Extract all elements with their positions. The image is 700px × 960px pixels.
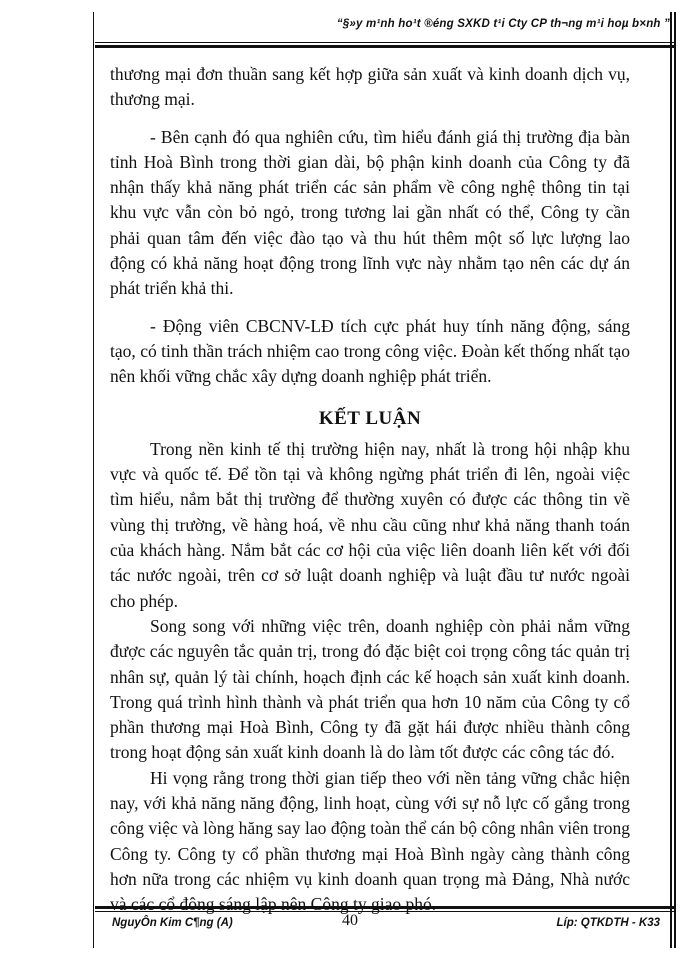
paragraph: Song song với những việc trên, doanh nghiệp còn phải nắm vững được các nguyên tắc quản trị, trong đó đặc biệt coi trọng công tác quản trị nhân sự, quản lý tài chính, hoạch định các kế hoạch sản xuất kinh doanh. Trong quá trình hình thành và phát triển qua hơn 10 năm của Công ty cổ phần thương mại Hoà Bình, Công ty đã gặt hái được nhiều thành công trong hoạt động sản xuất kinh doanh là do làm tốt được các công tác đó. <box>110 615 630 763</box>
running-header: “§»y m¹nh ho¹t ®éng SXKD t¹i Cty CP th¬ng m¹i hoµ b×nh ” <box>336 18 670 30</box>
footer-class: Líp: QTKDTH - K33 <box>556 917 660 929</box>
paragraph: Hi vọng rằng trong thời gian tiếp theo với nền tảng vững chắc hiện nay, với khả năng năng động, linh hoạt, cùng với sự nỗ lực cố gắng trong công việc và lòng hăng say lao động toàn thể cán bộ công nhân viên trong Công ty. Công ty cổ phần thương mại Hoà Bình ngày càng thành công hơn nữa trong các nhiệm vụ kinh doanh quan trọng mà Đảng, Nhà nước và các cổ đông sáng lập nên Công ty giao phó. <box>110 767 630 915</box>
paragraph: - Bên cạnh đó qua nghiên cứu, tìm hiểu đánh giá thị trường địa bàn tỉnh Hoà Bình trong thời gian dài, bộ phận kinh doanh của Công ty đã nhận thấy khả năng phát triển các sản phẩm về công nghệ thông tin tại khu vực vẫn còn bỏ ngỏ, trong tương lai gần nhất có thể, Công ty cần phải quan tâm đến việc đào tạo và thu hút thêm một số lực lượng lao động có khả năng hoạt động trong lĩnh vực này nhằm tạo nên các dự án phát triển khả thi. <box>110 126 630 299</box>
page-number: 40 <box>342 912 358 929</box>
document-body <box>110 62 630 918</box>
header-rule <box>95 42 675 48</box>
footer-author: NguyÔn Kim C¶ng (A) <box>112 917 233 929</box>
section-heading: KẾT LUẬN <box>318 407 422 429</box>
paragraph: thương mại đơn thuần sang kết hợp giữa sản xuất và kinh doanh dịch vụ, thương mại. <box>110 64 630 110</box>
paragraph: Trong nền kinh tế thị trường hiện nay, nhất là trong hội nhập khu vực và quốc tế. Để tồn tại và không ngừng phát triển đi lên, ngoài việc tìm hiểu, nắm bắt thị trường để thường xuyên có được các thông tin về vùng thị trường, về hàng hoá, về nhu cầu cũng như khả năng thanh toán của khách hàng. Nắm bắt các cơ hội của việc liên doanh liên kết với đối tác nước ngoài, trên cơ sở luật doanh nghiệp và luật đầu tư nước ngoài cho phép. <box>110 438 630 611</box>
paragraph: - Động viên CBCNV-LĐ tích cực phát huy tính năng động, sáng tạo, có tinh thần trách nhiệm cao trong công việc. Đoàn kết thống nhất tạo nên khối vững chắc xây dựng doanh nghiệp phát triển. <box>110 315 630 387</box>
